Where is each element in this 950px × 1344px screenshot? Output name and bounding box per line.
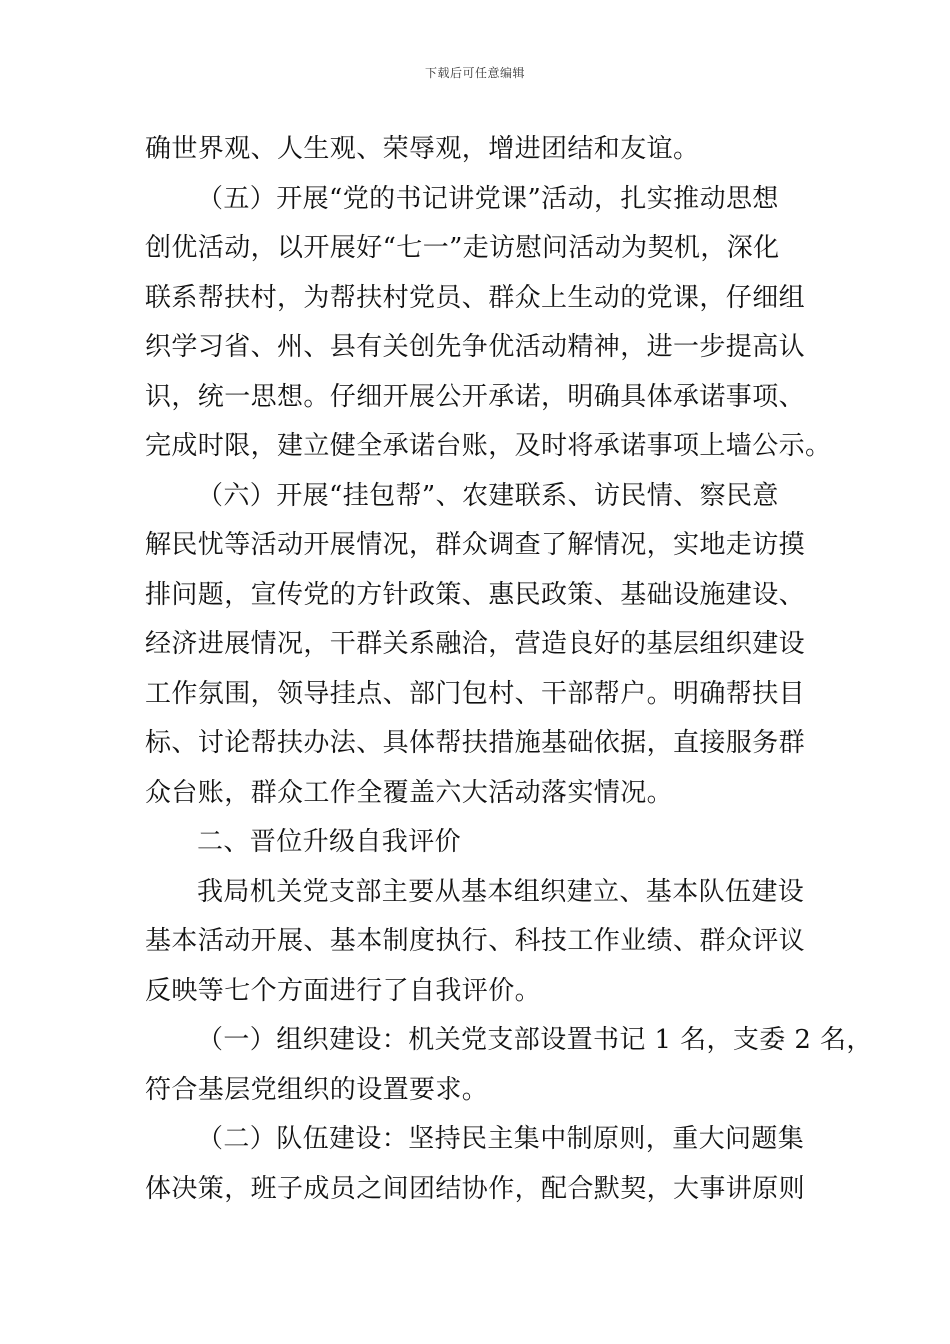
text-line-12: 工作氛围，领导挂点、部门包村、干部帮户。明确帮扶目 [145,678,806,709]
text-line-11: 经济进展情况，干群关系融洽，营造良好的基层组织建设 [145,629,806,659]
text-line-14: 众台账，群众工作全覆盖六大活动落实情况。 [145,777,674,808]
text-line-2: （五）开展“党的书记讲党课”活动，扎实推动思想 [197,183,779,214]
section-heading: 二、晋位升级自我评价 [197,827,462,857]
text-line-3: 创优活动，以开展好“七一”走访慰问活动为契机，深化 [145,233,780,263]
text-line-22: 体决策，班子成员之间团结协作，配合默契，大事讲原则 [145,1173,806,1204]
text-line-18: 反映等七个方面进行了自我评价。 [145,975,542,1006]
text-line-10: 排问题，宣传党的方针政策、惠民政策、基础设施建设、 [145,579,806,610]
text-line-4: 联系帮扶村，为帮扶村党员、群众上生动的党课，仔细组 [145,282,806,313]
text-line-20: 符合基层党组织的设置要求。 [145,1074,489,1105]
text-line-16: 我局机关党支部主要从基本组织建立、基本队伍建设 [197,876,805,907]
text-line-13: 标、讨论帮扶办法、具体帮扶措施基础依据，直接服务群 [145,728,806,758]
text-line-21: （二）队伍建设：坚持民主集中制原则，重大问题集 [197,1124,805,1154]
text-line-7: 完成时限，建立健全承诺台账，及时将承诺事项上墙公示。 [145,431,832,461]
text-line-6: 识，统一思想。仔细开展公开承诺，明确具体承诺事项、 [145,381,806,412]
text-line-17: 基本活动开展、基本制度执行、科技工作业绩、群众评议 [145,926,806,956]
text-line-5: 织学习省、州、县有关创先争优活动精神，进一步提高认 [145,332,806,362]
text-line-8: （六）开展“挂包帮”、农建联系、访民情、察民意 [197,480,779,511]
document-body [145,125,873,1214]
text-line-9: 解民忧等活动开展情况，群众调查了解情况，实地走访摸 [145,530,806,560]
text-line-19: （一）组织建设：机关党支部设置书记 1 名，支委 2 名， [197,1025,873,1055]
text-line-1: 确世界观、人生观、荣辱观，增进团结和友谊。 [145,134,700,164]
page-header: 下载后可任意编辑 [424,66,525,80]
